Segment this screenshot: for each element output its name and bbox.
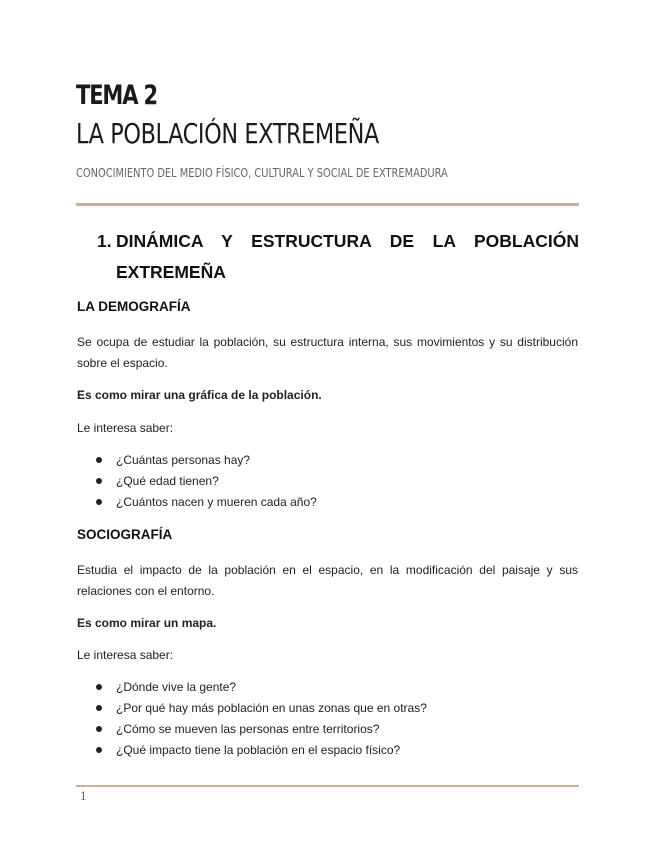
list-item	[96, 471, 317, 492]
bullet-icon	[96, 726, 102, 732]
bullet-icon	[96, 499, 102, 505]
list-item-text: ¿Qué edad tienen?	[116, 474, 219, 488]
list-item-text: ¿Por qué hay más población en unas zonas que en otras?	[116, 701, 427, 715]
bullet-icon	[96, 457, 102, 463]
page-number: 1	[80, 790, 87, 803]
list-item	[96, 492, 317, 513]
list-item-text: ¿Cuántos nacen y mueren cada año?	[116, 495, 317, 509]
document-title: LA POBLACIÓN EXTREMEÑA	[76, 117, 379, 150]
list-item	[96, 450, 317, 471]
section-heading	[97, 226, 579, 288]
footer-divider	[76, 785, 579, 787]
sociografia-heading: SOCIOGRAFÍA	[77, 527, 173, 542]
list-item-text: ¿Dónde vive la gente?	[116, 680, 237, 694]
bullet-icon	[96, 747, 102, 753]
list-item-text: ¿Cómo se mueven las personas entre territorios?	[116, 722, 380, 736]
demografia-interest-label: Le interesa saber:	[77, 421, 174, 435]
list-item	[96, 740, 427, 761]
bullet-icon	[96, 684, 102, 690]
section-number: 1.	[97, 231, 112, 251]
document-subtitle: CONOCIMIENTO DEL MEDIO FÍSICO, CULTURAL Y SOCIAL DE EXTREMADURA	[76, 166, 448, 180]
sociografia-emphasis: Es como mirar un mapa.	[77, 616, 217, 630]
demografia-description: Se ocupa de estudiar la población, su estructura interna, sus movimientos y su distribución sobre el espacio.	[77, 335, 578, 370]
bullet-icon	[96, 705, 102, 711]
list-item-text: ¿Cuántas personas hay?	[116, 453, 251, 467]
section-title: DINÁMICA Y ESTRUCTURA DE LA POBLACIÓN EXTREMEÑA	[116, 231, 579, 282]
list-item	[96, 677, 427, 698]
list-item	[96, 719, 427, 740]
list-item-text: ¿Qué impacto tiene la población en el espacio físico?	[116, 743, 401, 757]
sociografia-interest-label: Le interesa saber:	[77, 648, 174, 662]
sociografia-description: Estudia el impacto de la población en el espacio, en la modificación del paisaje y sus relaciones con el entorno.	[77, 563, 578, 598]
demografia-question-list	[96, 450, 317, 513]
list-item	[96, 698, 427, 719]
sociografia-question-list	[96, 677, 427, 761]
demografia-heading: LA DEMOGRAFÍA	[77, 299, 191, 314]
header-divider	[76, 203, 579, 206]
demografia-emphasis: Es como mirar una gráfica de la población.	[77, 388, 322, 402]
theme-label: TEMA 2	[76, 80, 157, 111]
bullet-icon	[96, 478, 102, 484]
